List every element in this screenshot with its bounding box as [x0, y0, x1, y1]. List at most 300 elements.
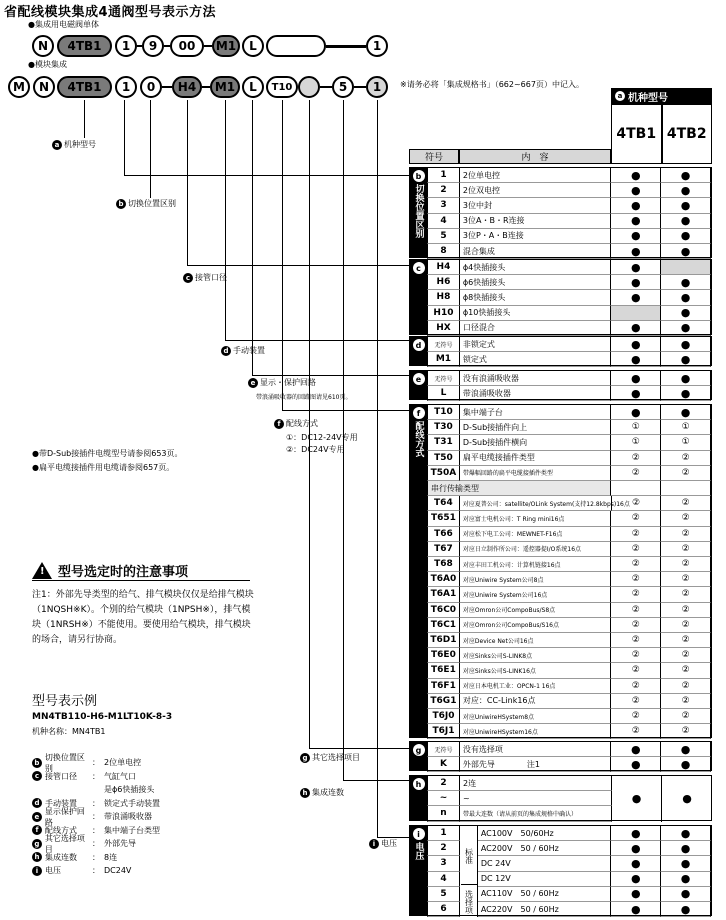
code-part: L: [242, 35, 264, 57]
row-desc: 外部先导 注1: [460, 757, 611, 772]
serial-label: 串行传输类型: [427, 481, 611, 496]
label-h: h 集成连数: [300, 787, 344, 798]
mark-4tb1: ②: [611, 527, 661, 542]
row-desc: 扁平电缆接插件类型: [460, 451, 611, 466]
label-d: d 手动装置: [221, 345, 265, 356]
label-e: e 显示・保护回路: [248, 377, 316, 388]
table-row: [427, 511, 711, 526]
mark-4tb1: ●: [611, 198, 661, 213]
mark-4tb2: ●: [661, 371, 711, 386]
mark-4tb1: [611, 481, 661, 496]
mark-4tb1: ②: [611, 451, 661, 466]
table-row-section: [427, 481, 711, 496]
table-row: [427, 724, 711, 739]
row-code: T50A: [427, 466, 460, 481]
row-code: 3: [427, 198, 460, 213]
mark-4tb2: ②: [661, 557, 711, 572]
mark-4tb2: ●: [661, 352, 711, 367]
row-desc: 对应Uniwire System公司8点: [460, 572, 611, 587]
code-part: 0: [140, 76, 162, 98]
row-desc: 没有浪涌吸收器: [460, 371, 611, 386]
row-code: T6E1: [427, 663, 460, 678]
group-c: [409, 259, 712, 335]
code-part: M1: [210, 76, 240, 98]
mark-4tb1: ●: [611, 260, 661, 275]
mark-4tb2: ②: [661, 679, 711, 694]
row-desc: AC200V 50 / 60Hz: [478, 841, 612, 856]
table-row: [427, 260, 711, 275]
row-code: 3: [427, 856, 460, 871]
table-row: [427, 198, 711, 213]
row-code: 无符号: [427, 742, 460, 757]
example-badge: f: [32, 825, 42, 835]
mark-4tb1: ②: [611, 557, 661, 572]
mark-4tb2: ②: [661, 633, 711, 648]
row-desc: 对应松下电工公司：MEWNET-F16点: [460, 527, 611, 542]
label-f: f 配线方式: [274, 418, 318, 429]
row-code: H8: [427, 290, 460, 305]
table-row: [427, 603, 711, 618]
row-code: T64: [427, 496, 460, 511]
group-badge-e: [410, 371, 427, 399]
code-part: M: [8, 76, 30, 98]
mark-4tb1: ①: [611, 435, 661, 450]
mark-4tb2: ●: [661, 306, 711, 321]
mark-4tb2: ●: [661, 405, 711, 420]
page-title: 省配线模块集成4通阀型号表示方法: [4, 5, 217, 20]
row-code: T6G1: [427, 694, 460, 709]
mark-4tb1: ●: [612, 776, 662, 822]
example-colon: ：: [92, 852, 100, 862]
group-badge-h: [410, 776, 427, 820]
table-row: [427, 229, 711, 244]
mark-4tb2: ●: [661, 826, 711, 841]
table-row: [427, 587, 711, 602]
ref-note: ※请务必将「集成规格书」（662~667页）中记入。: [400, 80, 584, 89]
row-desc: ~: [460, 791, 612, 806]
group-badge-d: [410, 337, 427, 365]
mark-4tb2: ●: [661, 168, 711, 183]
mark-4tb1: ②: [611, 648, 661, 663]
mark-4tb1: ●: [611, 214, 661, 229]
mark-4tb2: ●: [661, 214, 711, 229]
example-key-text: 集成连数: [45, 852, 77, 862]
mark-4tb2: ②: [661, 618, 711, 633]
warning-note: 注1：外部先导类型的给气、排气模块仅仅是给排气模块（1NQSH※K）。个别的给气模块（1NPSH※），排气模块（1NRSH※）不能使用。要使用给气模块，排气模块的场合，请另行协商。: [32, 590, 254, 645]
mark-4tb1: ●: [611, 386, 661, 401]
example-key-text: 切换位置区别: [44, 752, 85, 773]
mark-4tb2: ②: [661, 603, 711, 618]
example-colon: ：: [92, 798, 100, 808]
mark-4tb1: ②: [611, 679, 661, 694]
row-code: T66: [427, 527, 460, 542]
example-item: [32, 864, 160, 878]
mark-4tb2: [661, 260, 711, 275]
badge-e: e: [413, 373, 425, 385]
example-item: [32, 806, 160, 827]
row-code: T6A1: [427, 587, 460, 602]
example-key-text: 配线方式: [45, 825, 77, 835]
table-row: [427, 321, 711, 336]
example-badge: i: [32, 866, 42, 876]
row-desc: 2位单电控: [460, 168, 611, 183]
code-part-blank: [298, 76, 320, 98]
row-code: ~: [427, 791, 460, 806]
voltage-option-label: 选择项: [464, 889, 474, 914]
mark-4tb1: ●: [611, 337, 661, 352]
row-code: T30: [427, 420, 460, 435]
row-code: T31: [427, 435, 460, 450]
example-value: 外部先导: [104, 839, 136, 849]
table-row: [427, 742, 711, 757]
mark-4tb1: ②: [611, 511, 661, 526]
row-code: 1: [427, 826, 460, 841]
row-code: M1: [427, 352, 460, 367]
mark-4tb2: ●: [661, 902, 711, 917]
label-b: b 切换位置区别: [116, 198, 176, 209]
row-desc: ϕ8快插接头: [460, 290, 611, 305]
row-desc: 对应：CC-Link16点: [460, 694, 611, 709]
mark-4tb2: ●: [682, 792, 692, 806]
row-desc: 对应日立制作所公司：遥控器提I/O系统16点: [460, 542, 611, 557]
mark-4tb2: ●: [661, 229, 711, 244]
table-row: [427, 337, 711, 352]
table-row: [427, 694, 711, 709]
table-row: [427, 183, 711, 198]
mark-4tb2: ●: [661, 841, 711, 856]
example-item: [32, 770, 160, 784]
row-code: 5: [427, 887, 460, 902]
example-badge: e: [32, 812, 42, 822]
mark-4tb1: ●: [611, 321, 661, 336]
mark-4tb1: ②: [611, 542, 661, 557]
mark-4tb1: ●: [611, 841, 661, 856]
row-code: T50: [427, 451, 460, 466]
example-key: [32, 771, 92, 782]
mark-4tb2: ②: [661, 511, 711, 526]
table-row: [427, 542, 711, 557]
group-badge-g: [410, 742, 427, 770]
mark-4tb1: ●: [611, 183, 661, 198]
example-value: 8连: [104, 852, 118, 862]
mark-4tb1: ●: [611, 742, 661, 757]
row-code: 1: [427, 168, 460, 183]
example-key: [32, 852, 92, 863]
example-key-text: 其它选择项目: [44, 833, 85, 854]
table-row: [427, 451, 711, 466]
model-4tb1: 4TB1: [611, 104, 662, 164]
row-desc: 带爆幅回路的扁平电缆接插件类型: [460, 466, 611, 481]
row-desc: 非锁定式: [460, 337, 611, 352]
code-part: 9: [142, 35, 164, 57]
row-code: T10: [427, 405, 460, 420]
mark-4tb2: ②: [661, 587, 711, 602]
row-code: T6E0: [427, 648, 460, 663]
row-desc: AC100V 50/60Hz: [478, 826, 612, 841]
mark-4tb2: ①: [661, 420, 711, 435]
example-colon: ：: [92, 825, 100, 835]
group-i: [409, 825, 712, 916]
row-desc: 锁定式: [460, 352, 611, 367]
mark-4tb1: ●: [611, 290, 661, 305]
table-row: [427, 435, 711, 450]
module-label: ●模块集成: [28, 60, 67, 69]
mark-4tb1: ②: [611, 572, 661, 587]
row-desc: AC220V 50 / 60Hz: [478, 902, 612, 917]
example-key-text: 手动装置: [45, 798, 77, 808]
row-desc: 对应Device Net公司16点: [460, 633, 611, 648]
row-desc: ϕ10快插接头: [460, 306, 611, 321]
row-code: 4: [427, 872, 460, 887]
row-code: T651: [427, 511, 460, 526]
label-f2: ②：DC24V专用: [286, 445, 345, 454]
mark-4tb2: ●: [661, 275, 711, 290]
badge-g: g: [413, 744, 425, 756]
row-code: T68: [427, 557, 460, 572]
row-desc: 对应UniwireHSystem16点: [460, 724, 611, 739]
code-part: N: [33, 76, 55, 98]
row-desc: 对应富士电机公司：T Ring mini16点: [460, 511, 611, 526]
mark-4tb2: ②: [661, 694, 711, 709]
mark-4tb2: ●: [661, 183, 711, 198]
label-i: i 电压: [369, 838, 397, 849]
mark-4tb1: ●: [611, 856, 661, 871]
example-name: 机种名称：MN4TB1: [32, 727, 106, 736]
row-desc: DC 12V: [478, 872, 612, 887]
row-code: 6: [427, 902, 460, 917]
side-note: ●带D-Sub接插件电缆型号请参阅653页。: [32, 449, 183, 458]
mark-4tb2: ②: [661, 451, 711, 466]
mark-4tb2: ●: [661, 290, 711, 305]
row-desc: 对应Omron公司CompoBus/S16点: [460, 618, 611, 633]
mark-4tb2: ●: [661, 856, 711, 871]
row-desc: 口径混合: [460, 321, 611, 336]
table-row: [427, 306, 711, 321]
warning-title: ! 型号选定时的注意事项: [32, 561, 188, 580]
code-part: 1: [115, 76, 137, 98]
row-desc: 没有选择项: [460, 742, 611, 757]
row-code: HX: [427, 321, 460, 336]
example-colon: ：: [92, 771, 100, 781]
code-part: T10: [266, 76, 298, 98]
example-badge: g: [32, 839, 42, 849]
example-code: MN4TB110-H6-M1LT10K-8-3: [32, 712, 173, 722]
mark-4tb1: ●: [611, 902, 661, 917]
group-d: [409, 336, 712, 366]
code-part: 5: [332, 76, 354, 98]
row-code: 4: [427, 214, 460, 229]
row-desc: 3位P・A・B连接: [460, 229, 611, 244]
mark-4tb2: ●: [661, 872, 711, 887]
mark-4tb1: ②: [611, 724, 661, 739]
row-code: T6C0: [427, 603, 460, 618]
mark-4tb2: ①: [661, 435, 711, 450]
table-row: [427, 709, 711, 724]
mark-4tb2: ②: [661, 572, 711, 587]
row-desc: 带浪涌吸收器: [460, 386, 611, 401]
mark-4tb2: ●: [661, 198, 711, 213]
table-row: [427, 352, 711, 367]
mark-4tb1: ●: [611, 872, 661, 887]
example-item: [32, 851, 160, 865]
code-part: 1: [366, 76, 388, 98]
code-part: 1: [366, 35, 388, 57]
example-badge: h: [32, 852, 42, 862]
row-desc: D-Sub接插件向上: [460, 420, 611, 435]
table-row: [427, 466, 711, 481]
mark-4tb1: ②: [611, 603, 661, 618]
row-desc: AC110V 50 / 60Hz: [478, 887, 612, 902]
example-key-text: 电压: [45, 866, 61, 876]
mark-4tb2: ②: [661, 724, 711, 739]
label-a: a 机种型号: [52, 139, 96, 150]
badge-f: f: [413, 407, 425, 419]
row-code: K: [427, 757, 460, 772]
example-badge: c: [32, 771, 42, 781]
row-code: L: [427, 386, 460, 401]
row-code: T6A0: [427, 572, 460, 587]
mark-4tb1: ●: [611, 405, 661, 420]
table-row: [427, 527, 711, 542]
mark-4tb1: ②: [611, 694, 661, 709]
example-value: 带浪涌吸收器: [104, 812, 152, 822]
row-code: 2: [427, 776, 460, 791]
example-value: 锁定式手动装置: [104, 798, 160, 808]
row-desc: ϕ6快插接头: [460, 275, 611, 290]
group-badge-b: [410, 168, 427, 257]
row-code: n: [427, 806, 460, 821]
row-desc: 带最大连数（请从前页的集成规格中确认）: [460, 806, 612, 821]
col-code: 符号: [409, 149, 459, 164]
model-4tb2: 4TB2: [662, 104, 713, 164]
single-label: ●集成用电磁阀单体: [28, 20, 99, 29]
group-badge-c: [410, 260, 427, 334]
row-desc: 3位中封: [460, 198, 611, 213]
table-row: [427, 420, 711, 435]
code-part: 1: [115, 35, 137, 57]
example-item: [32, 833, 160, 854]
table-row: [427, 757, 711, 772]
table-row: [427, 557, 711, 572]
example-colon: ：: [92, 866, 100, 876]
model-columns: [611, 104, 712, 164]
mark-4tb1: ●: [611, 826, 661, 841]
mark-4tb2: ②: [661, 527, 711, 542]
example-value: 2位单电控: [104, 758, 142, 768]
row-code: T6C1: [427, 618, 460, 633]
row-code: 无符号: [427, 337, 460, 352]
row-desc: 对应Omron公司CompoBus/S8点: [460, 603, 611, 618]
row-code: T6F1: [427, 679, 460, 694]
row-code: T6J0: [427, 709, 460, 724]
mark-4tb1: ②: [611, 709, 661, 724]
code-part: H4: [172, 76, 202, 98]
mark-4tb1: ●: [611, 371, 661, 386]
table-header: [409, 149, 611, 164]
code-part: 4TB1: [57, 35, 112, 57]
row-desc: 对应Uniwire System公司16点: [460, 587, 611, 602]
voltage-standard-label: 标准: [461, 828, 477, 885]
table-row: [427, 633, 711, 648]
example-badge: d: [32, 798, 42, 808]
mark-4tb2: ②: [661, 648, 711, 663]
row-desc: 对应夏普公司：satellite/OLink System(支持12.8kbps)16点: [460, 496, 612, 511]
table-row: [427, 244, 711, 259]
badge-i: i: [413, 828, 425, 840]
example-badge: b: [32, 758, 42, 768]
row-desc: DC 24V: [478, 856, 612, 871]
table-row: [427, 290, 711, 305]
mark-4tb2: ●: [661, 887, 711, 902]
group-side-label: 电压: [413, 842, 424, 860]
row-code: 2: [427, 841, 460, 856]
group-f: [409, 404, 712, 738]
row-desc: 对应日本电机工业：OPCN-1 16点: [460, 679, 611, 694]
row-code: 5: [427, 229, 460, 244]
mark-4tb1: ②: [612, 496, 662, 511]
mark-4tb2: ②: [661, 663, 711, 678]
group-side-label: 切换位置区别: [413, 184, 424, 238]
mark-4tb2: ●: [661, 742, 711, 757]
row-desc: 2连: [460, 776, 612, 791]
row-code: 无符号: [427, 371, 460, 386]
label-c: c 接管口径: [183, 272, 227, 283]
mark-4tb2: ②: [661, 496, 711, 511]
mark-4tb2: ●: [661, 337, 711, 352]
mark-4tb2: ●: [661, 321, 711, 336]
label-g: g 其它选择项目: [300, 752, 360, 763]
group-h: [409, 775, 712, 821]
mark-4tb1: ②: [611, 587, 661, 602]
table-row: [427, 371, 711, 386]
example-item: [32, 783, 160, 797]
mark-4tb1: ②: [611, 633, 661, 648]
code-part: L: [242, 76, 264, 98]
row-code: 8: [427, 244, 460, 259]
mark-4tb1: ●: [611, 275, 661, 290]
mark-4tb1: ●: [611, 168, 661, 183]
badge-c: c: [413, 262, 425, 274]
row-desc: ϕ4快插接头: [460, 260, 611, 275]
mark-4tb1: ②: [611, 466, 661, 481]
table-row: [427, 496, 711, 511]
mark-4tb2: ●: [661, 386, 711, 401]
group-badge-f: [410, 405, 427, 737]
table-row: [427, 648, 711, 663]
mark-4tb2: [661, 481, 711, 496]
table-row: [427, 214, 711, 229]
code-part: M1: [212, 35, 240, 57]
mark-4tb1: ②: [611, 618, 661, 633]
example-value: 气缸气口: [104, 771, 136, 781]
group-g: [409, 741, 712, 771]
code-part-blank: [266, 35, 326, 57]
mark-4tb1: ①: [611, 420, 661, 435]
row-desc: 对应丰田工机公司：计算机链接16点: [460, 557, 611, 572]
badge-b: b: [413, 170, 425, 182]
row-desc: 对应Sinks公司S-LINK16点: [460, 663, 611, 678]
example-value: 集中端子台类型: [104, 825, 160, 835]
mark-4tb2: ●: [661, 244, 711, 259]
mark-4tb1: ●: [611, 229, 661, 244]
mark-4tb1: ●: [611, 352, 661, 367]
example-item: [32, 752, 160, 773]
mark-4tb2: ②: [661, 542, 711, 557]
col-desc: 内 容: [459, 149, 611, 164]
code-part: N: [32, 35, 54, 57]
row-desc: 3位A・B・R连接: [460, 214, 611, 229]
example-colon: ：: [92, 812, 100, 822]
